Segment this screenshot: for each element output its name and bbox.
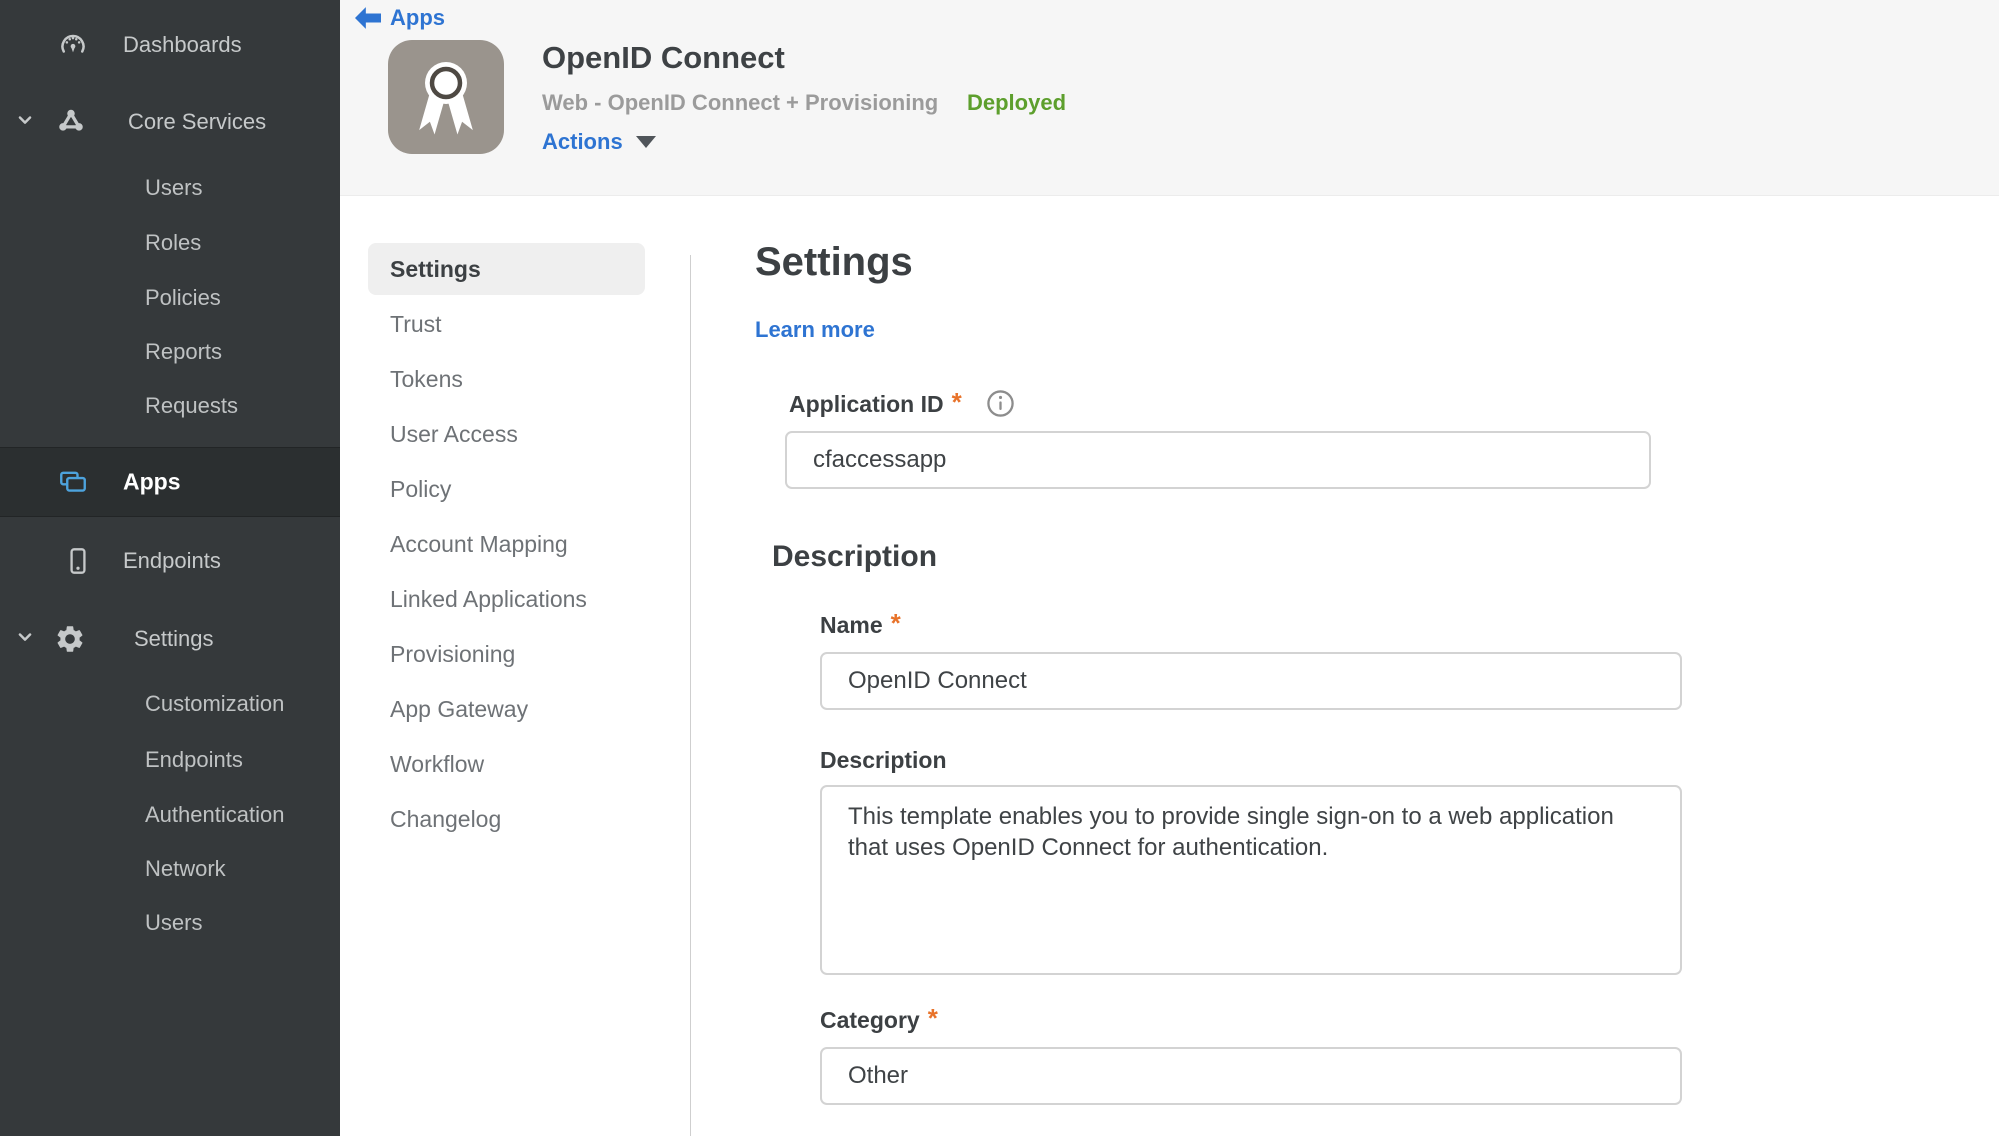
learn-more-link[interactable]: Learn more [755, 317, 875, 342]
app-title: OpenID Connect [542, 40, 785, 75]
tab-policy[interactable]: Policy [390, 476, 452, 502]
sidebar-item-users[interactable]: Users [145, 175, 203, 200]
tab-changelog[interactable]: Changelog [390, 806, 502, 832]
tab-provisioning[interactable]: Provisioning [390, 641, 516, 667]
tab-user-access[interactable]: User Access [390, 421, 518, 447]
tab-account-mapping[interactable]: Account Mapping [390, 531, 568, 557]
cluster-icon [56, 107, 86, 137]
sidebar-item-label: Dashboards [123, 32, 242, 57]
sidebar-item-settings[interactable] [0, 621, 340, 657]
required-marker: * [890, 608, 901, 638]
sidebar-item-requests[interactable]: Requests [145, 393, 238, 418]
sidebar-item-reports[interactable]: Reports [145, 339, 223, 364]
tab-workflow[interactable]: Workflow [390, 751, 485, 777]
tab-tokens[interactable]: Tokens [390, 366, 463, 392]
back-arrow-icon [355, 7, 381, 29]
app-subtitle: Web - OpenID Connect + Provisioning [542, 90, 939, 115]
sidebar-item-customization[interactable]: Customization [145, 691, 285, 716]
sidebar-item-apps[interactable] [0, 447, 340, 517]
phone-icon [64, 545, 92, 577]
sidebar-item-label: Settings [134, 626, 214, 651]
required-marker: * [951, 387, 962, 417]
sidebar-item-endpoints-settings[interactable]: Endpoints [145, 747, 243, 772]
sidebar-item-core-services[interactable] [0, 104, 340, 140]
sidebar [0, 0, 340, 1136]
sidebar-item-dashboards[interactable] [0, 27, 340, 63]
sidebar-item-label: Apps [123, 468, 181, 495]
name-input[interactable] [820, 652, 1682, 710]
award-app-icon [388, 40, 504, 159]
sidebar-item-label: Endpoints [123, 548, 221, 573]
description-section-title: Description [772, 540, 938, 573]
category-input[interactable] [820, 1047, 1682, 1105]
apps-icon [58, 467, 88, 497]
tab-trust[interactable]: Trust [390, 311, 442, 337]
sidebar-item-authentication[interactable]: Authentication [145, 802, 285, 827]
gauge-icon [58, 30, 88, 60]
sidebar-item-label: Core Services [128, 109, 267, 134]
tab-linked-applications[interactable]: Linked Applications [390, 586, 587, 612]
dropdown-arrow-icon [635, 135, 657, 149]
description-label: Description [820, 747, 947, 773]
app-header [340, 0, 1999, 196]
status-badge: Deployed [967, 90, 1067, 115]
required-marker: * [927, 1003, 938, 1033]
tab-app-gateway[interactable]: App Gateway [390, 696, 529, 722]
back-link-label: Apps [390, 5, 445, 30]
subnav-divider [690, 255, 691, 1136]
application-id-input[interactable] [785, 431, 1651, 489]
actions-label: Actions [542, 129, 623, 154]
chevron-down-icon[interactable] [16, 111, 34, 134]
page-title: Settings [755, 240, 913, 284]
tab-settings[interactable]: Settings [390, 256, 481, 282]
gear-icon [54, 623, 86, 655]
application-id-label: Application ID * [789, 391, 1015, 426]
sidebar-item-network[interactable]: Network [145, 856, 226, 881]
sidebar-item-endpoints[interactable] [0, 543, 340, 579]
sidebar-item-policies[interactable]: Policies [145, 285, 221, 310]
chevron-down-icon[interactable] [16, 628, 34, 651]
back-to-apps-link[interactable] [355, 5, 445, 31]
description-textarea[interactable] [820, 785, 1682, 975]
sidebar-item-roles[interactable]: Roles [145, 230, 202, 255]
actions-dropdown[interactable] [542, 129, 657, 155]
name-label: Name * [820, 608, 901, 638]
info-icon[interactable] [986, 389, 1015, 424]
category-label: Category * [820, 1003, 938, 1033]
sidebar-item-users-settings[interactable]: Users [145, 910, 203, 935]
